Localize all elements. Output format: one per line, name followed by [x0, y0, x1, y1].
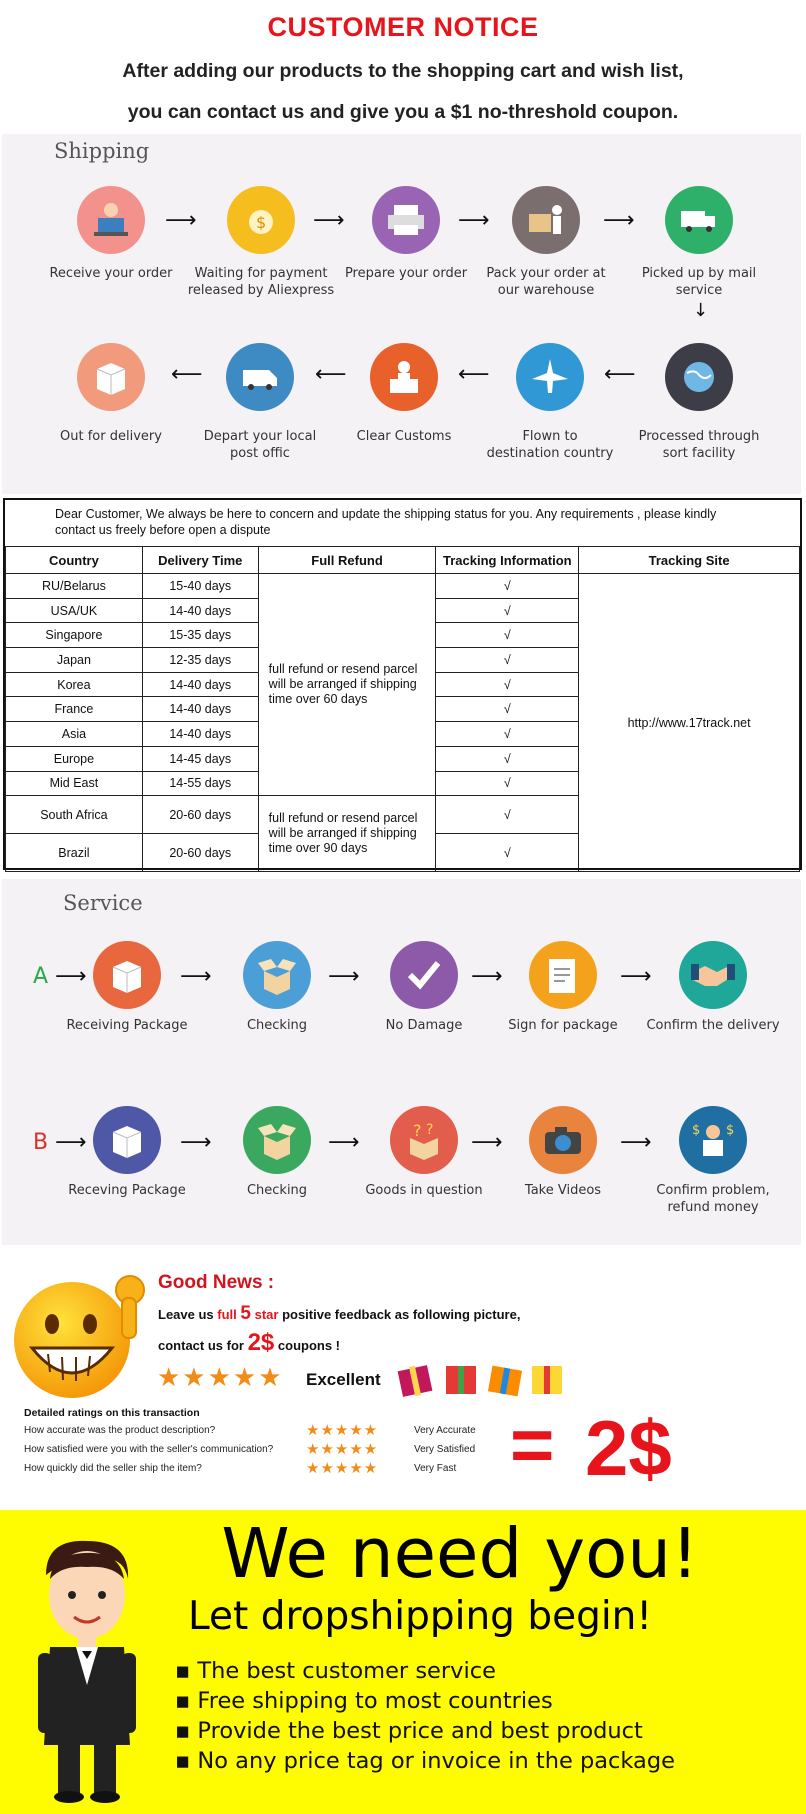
- arrow-right-icon: ⟶: [328, 964, 360, 989]
- country-cell: Asia: [6, 722, 143, 747]
- country-cell: Japan: [6, 648, 143, 673]
- truck-icon: [665, 186, 733, 254]
- arrow-right-icon: ⟶: [55, 1130, 87, 1155]
- rating-question: How quickly did the seller ship the item?: [24, 1463, 202, 1474]
- tracking-check-cell: √: [436, 648, 579, 673]
- step-label: [47, 1017, 207, 1034]
- step-label-line-1: Take Videos: [524, 1183, 602, 1198]
- table-intro-line-1: Dear Customer, We always be here to concern and update the shipping status for you. Any requirements , please kindly: [55, 507, 717, 521]
- step-label-line-1: Waiting for payment: [194, 266, 328, 281]
- service-title: Service: [63, 891, 143, 915]
- leave-text-pre: Leave us: [158, 1307, 218, 1322]
- country-cell: Korea: [6, 672, 143, 697]
- arrow-right-icon: ⟶: [180, 1130, 212, 1155]
- delivery-time-cell: 14-40 days: [142, 672, 258, 697]
- refund-90-cell: full refund or resend parcel will be arranged if shipping time over 90 days: [258, 796, 436, 872]
- step-label-line-1: Confirm problem,: [656, 1183, 770, 1198]
- rating-stars-icon: ★★★★★: [306, 1422, 379, 1439]
- rating-value: Very Fast: [414, 1463, 457, 1474]
- package-icon: [93, 941, 161, 1009]
- country-cell: RU/Belarus: [6, 574, 143, 599]
- businessman-avatar: [32, 1535, 142, 1805]
- step-label: [619, 428, 779, 462]
- tracking-check-cell: √: [436, 672, 579, 697]
- tracking-check-cell: √: [436, 834, 579, 872]
- step-label-line-1: Goods in question: [365, 1183, 483, 1198]
- arrow-left-icon: ⟵: [315, 362, 347, 387]
- star-text: star: [254, 1307, 279, 1322]
- refund-person-icon: [679, 1106, 747, 1174]
- delivery-time-cell: 14-40 days: [142, 598, 258, 623]
- banner-bullet: ▪ No any price tag or invoice in the package: [175, 1748, 675, 1774]
- step-label: [466, 265, 626, 299]
- rating-value: Very Satisfied: [414, 1444, 476, 1455]
- handshake-icon: [679, 941, 747, 1009]
- customs-icon: [370, 343, 438, 411]
- step-label: [344, 1182, 504, 1199]
- table-header: Tracking Site: [579, 547, 800, 574]
- step-label: [324, 428, 484, 445]
- step-label: [31, 428, 191, 445]
- step-label: [197, 1182, 357, 1199]
- banner-headline: We need you!: [221, 1514, 699, 1594]
- excellent-label: Excellent: [306, 1370, 381, 1389]
- country-cell: USA/UK: [6, 598, 143, 623]
- clipboard-icon: [529, 941, 597, 1009]
- banner-bullet: ▪ Provide the best price and best product: [175, 1718, 643, 1744]
- step-label-line-1: No Damage: [385, 1018, 463, 1033]
- shipping-table-frame: [3, 498, 802, 870]
- arrow-right-icon: ⟶: [328, 1130, 360, 1155]
- smiley-emoji-icon: [10, 1262, 150, 1402]
- tracking-check-cell: √: [436, 722, 579, 747]
- payment-icon: [227, 186, 295, 254]
- shipping-title: Shipping: [54, 139, 150, 163]
- rating-value: Very Accurate: [414, 1425, 476, 1436]
- delivery-time-cell: 12-35 days: [142, 648, 258, 673]
- arrow-right-icon: ⟶: [603, 208, 635, 233]
- rating-stars-icon: ★★★★★: [306, 1441, 379, 1458]
- arrow-left-icon: ⟵: [604, 362, 636, 387]
- check-icon: [390, 941, 458, 1009]
- notice-line-1: After adding our products to the shopping cart and wish list,: [122, 60, 684, 82]
- reward-amount: 2$: [585, 1404, 672, 1492]
- question-box-icon: [390, 1106, 458, 1174]
- country-cell: Mid East: [6, 771, 143, 796]
- arrow-right-icon: ⟶: [620, 1130, 652, 1155]
- step-label-line-2: sort facility: [662, 446, 736, 461]
- banner-subline: Let dropshipping begin!: [187, 1594, 653, 1639]
- step-label-line-1: Depart your local: [203, 429, 317, 444]
- step-label: [483, 1017, 643, 1034]
- step-label-line-2: post offic: [230, 446, 290, 461]
- plane-icon: [516, 343, 584, 411]
- table-header: Full Refund: [258, 547, 436, 574]
- rating-question: How accurate was the product description?: [24, 1425, 216, 1436]
- svg-text:$: $: [726, 1123, 734, 1138]
- five-text: 5: [240, 1303, 251, 1324]
- banner-bullet: ▪ Free shipping to most countries: [175, 1688, 553, 1714]
- country-cell: France: [6, 697, 143, 722]
- package-icon: [93, 1106, 161, 1174]
- tracking-check-cell: √: [436, 598, 579, 623]
- five-stars-icon: ★★★★★: [157, 1362, 284, 1392]
- country-cell: Singapore: [6, 623, 143, 648]
- pack-icon: [512, 186, 580, 254]
- delivery-time-cell: 20-60 days: [142, 834, 258, 872]
- open-box-icon: [243, 1106, 311, 1174]
- contact-text-post: coupons !: [274, 1338, 340, 1353]
- van-icon: [226, 343, 294, 411]
- country-cell: Brazil: [6, 834, 143, 872]
- table-header: Country: [6, 547, 143, 574]
- delivery-time-cell: 14-40 days: [142, 722, 258, 747]
- step-label-line-1: Checking: [246, 1183, 308, 1198]
- country-cell: South Africa: [6, 796, 143, 834]
- step-label: [326, 265, 486, 282]
- delivery-time-cell: 14-40 days: [142, 697, 258, 722]
- step-label-line-1: Out for delivery: [60, 429, 162, 444]
- delivery-time-cell: 14-45 days: [142, 746, 258, 771]
- step-label-line-1: Receving Package: [68, 1183, 186, 1198]
- shipping-table: [5, 546, 800, 872]
- step-label-line-1: Sign for package: [508, 1018, 618, 1033]
- svg-text:?: ?: [413, 1121, 422, 1140]
- good-news-heading: Good News :: [158, 1272, 275, 1293]
- arrow-right-icon: ⟶: [620, 964, 652, 989]
- step-label-line-1: Receiving Package: [66, 1018, 188, 1033]
- contact-text-pre: contact us for: [158, 1338, 248, 1353]
- table-header: Tracking Information: [436, 547, 579, 574]
- table-header: Delivery Time: [142, 547, 258, 574]
- tracking-check-cell: √: [436, 796, 579, 834]
- step-label: [180, 428, 340, 462]
- open-box-icon: [243, 941, 311, 1009]
- arrow-right-icon: ⟶: [458, 208, 490, 233]
- step-label-line-1: Pack your order at: [486, 266, 606, 281]
- step-label: [344, 1017, 504, 1034]
- receive-order-icon: [77, 186, 145, 254]
- step-label: [470, 428, 630, 462]
- step-label-line-1: Prepare your order: [344, 266, 468, 281]
- tracking-check-cell: √: [436, 697, 579, 722]
- arrow-left-icon: ⟵: [458, 362, 490, 387]
- rating-stars-icon: ★★★★★: [306, 1460, 379, 1477]
- delivery-time-cell: 14-55 days: [142, 771, 258, 796]
- gift-boxes-icon: [396, 1352, 576, 1405]
- notice-line-2: you can contact us and give you a $1 no-threshold coupon.: [127, 101, 679, 123]
- notice-title: CUSTOMER NOTICE: [267, 12, 539, 42]
- tracking-check-cell: √: [436, 574, 579, 599]
- step-label: [619, 265, 779, 299]
- arrow-right-icon: ⟶: [471, 1130, 503, 1155]
- banner-bullet: ▪ The best customer service: [175, 1658, 496, 1684]
- delivery-time-cell: 20-60 days: [142, 796, 258, 834]
- amount-text: 2$: [247, 1329, 275, 1356]
- globe-icon: [665, 343, 733, 411]
- delivery-time-cell: 15-40 days: [142, 574, 258, 599]
- ratings-title: Detailed ratings on this transaction: [24, 1407, 200, 1419]
- step-label-line-2: our warehouse: [497, 283, 595, 298]
- equals-sign: =: [510, 1403, 555, 1488]
- printer-icon: [372, 186, 440, 254]
- step-label-line-2: released by Aliexpress: [187, 283, 335, 298]
- arrow-right-icon: ⟶: [180, 964, 212, 989]
- delivery-time-cell: 15-35 days: [142, 623, 258, 648]
- svg-text:?: ?: [426, 1122, 434, 1138]
- table-intro-line-2: contact us freely before open a dispute: [55, 523, 271, 537]
- step-label: [197, 1017, 357, 1034]
- step-label-line-1: Processed through: [638, 429, 760, 444]
- step-label-line-1: Flown to: [522, 429, 578, 444]
- camera-icon: [529, 1106, 597, 1174]
- step-label: [181, 265, 341, 299]
- tracking-check-cell: √: [436, 623, 579, 648]
- tracking-check-cell: √: [436, 746, 579, 771]
- row-b-letter: B: [33, 1130, 49, 1155]
- country-cell: Europe: [6, 746, 143, 771]
- arrow-down-icon: ↓: [693, 300, 709, 321]
- step-label-line-1: Clear Customs: [356, 429, 452, 444]
- row-a-letter: A: [33, 964, 49, 989]
- full-text: full: [217, 1307, 237, 1322]
- tracking-check-cell: √: [436, 771, 579, 796]
- step-label-line-1: Checking: [246, 1018, 308, 1033]
- arrow-right-icon: ⟶: [313, 208, 345, 233]
- tracking-site-link[interactable]: http://www.17track.net: [579, 574, 800, 872]
- step-label-line-1: Picked up by mail service: [641, 266, 757, 298]
- rating-question: How satisfied were you with the seller's communication?: [24, 1444, 274, 1455]
- step-label: [633, 1017, 793, 1034]
- arrow-right-icon: ⟶: [165, 208, 197, 233]
- arrow-right-icon: ⟶: [55, 964, 87, 989]
- step-label: [31, 265, 191, 282]
- step-label-line-1: Receive your order: [49, 266, 173, 281]
- step-label: [483, 1182, 643, 1199]
- step-label: [633, 1182, 793, 1216]
- leave-text-post: positive feedback as following picture,: [278, 1307, 521, 1322]
- step-label-line-2: refund money: [667, 1200, 759, 1215]
- step-label-line-2: destination country: [486, 446, 614, 461]
- step-label: [47, 1182, 207, 1199]
- svg-text:$: $: [256, 213, 267, 232]
- svg-text:$: $: [692, 1123, 701, 1138]
- arrow-right-icon: ⟶: [471, 964, 503, 989]
- refund-60-cell: full refund or resend parcel will be arranged if shipping time over 60 days: [258, 574, 436, 796]
- step-label-line-1: Confirm the delivery: [646, 1018, 780, 1033]
- delivery-box-icon: [77, 343, 145, 411]
- arrow-left-icon: ⟵: [171, 362, 203, 387]
- table-row: [6, 574, 800, 599]
